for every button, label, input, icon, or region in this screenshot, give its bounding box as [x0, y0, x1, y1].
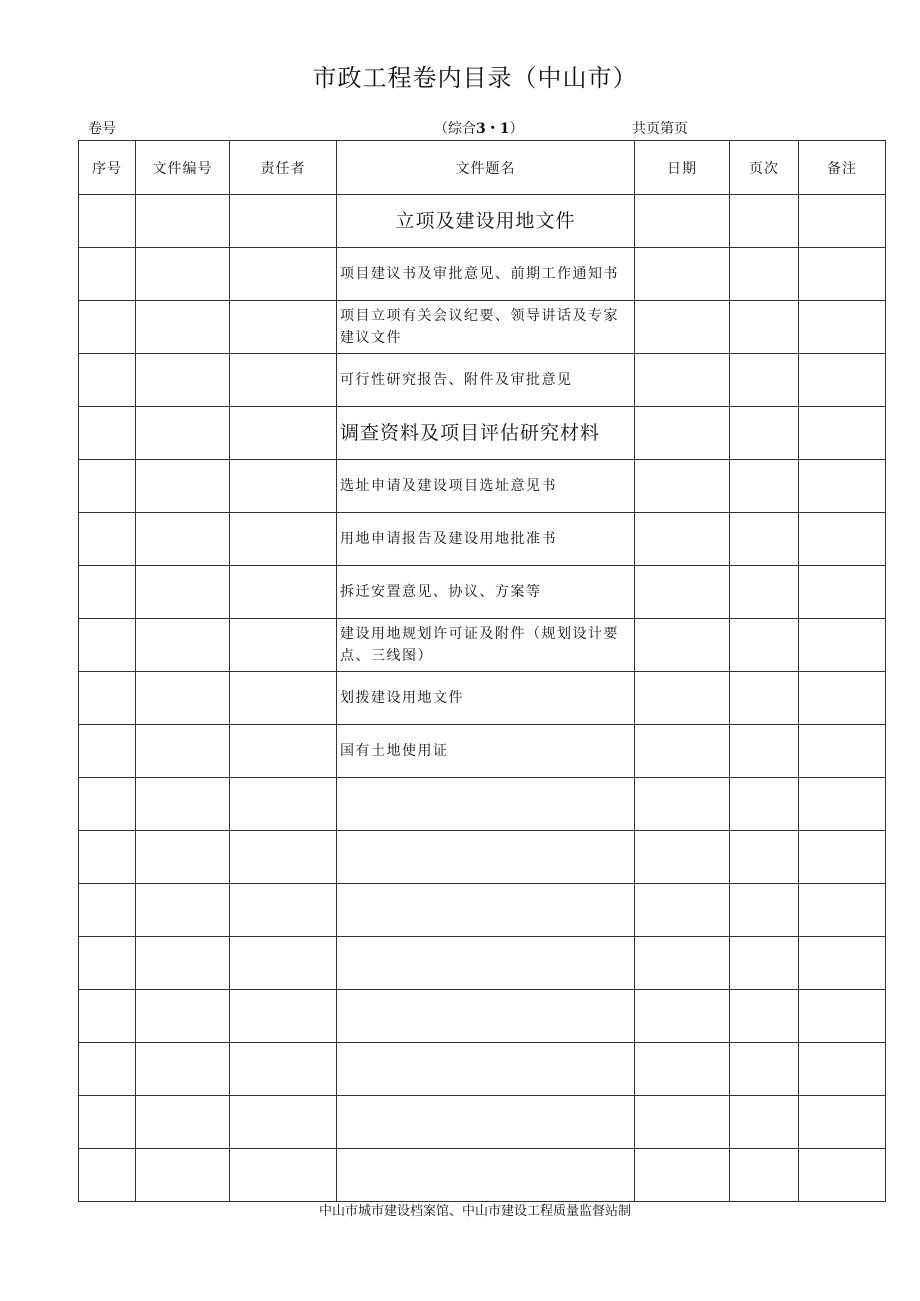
cell-page — [730, 619, 799, 672]
cell-responsible — [230, 460, 337, 513]
cell-date — [635, 195, 730, 248]
cell-file-title: 项目立项有关会议纪要、领导讲话及专家建议文件 — [337, 301, 635, 354]
table-row — [79, 195, 886, 248]
cell-responsible — [230, 1096, 337, 1149]
cell-remarks — [799, 619, 886, 672]
cell-date — [635, 937, 730, 990]
cell-remarks — [799, 248, 886, 301]
cell-remarks — [799, 301, 886, 354]
cell-remarks — [799, 407, 886, 460]
cell-seq — [79, 1149, 136, 1202]
cell-seq — [79, 884, 136, 937]
volume-number-label: 卷号 — [88, 121, 116, 137]
cell-remarks — [799, 1149, 886, 1202]
cell-file-title: 建设用地规划许可证及附件（规划设计要点、三线图） — [337, 619, 635, 672]
cell-seq — [79, 195, 136, 248]
form-code — [434, 118, 523, 138]
cell-page — [730, 301, 799, 354]
cell-file-number — [136, 407, 230, 460]
cell-date — [635, 1096, 730, 1149]
cell-date — [635, 354, 730, 407]
cell-date — [635, 566, 730, 619]
cell-file-number — [136, 1096, 230, 1149]
cell-responsible — [230, 354, 337, 407]
cell-seq — [79, 513, 136, 566]
cell-file-title — [337, 1096, 635, 1149]
header-remarks: 备注 — [799, 141, 886, 195]
cell-remarks — [799, 566, 886, 619]
cell-page — [730, 513, 799, 566]
cell-responsible — [230, 672, 337, 725]
cell-responsible — [230, 301, 337, 354]
table-row — [79, 354, 886, 407]
cell-file-title: 立项及建设用地文件 — [337, 195, 635, 248]
cell-file-title — [337, 1149, 635, 1202]
cell-remarks — [799, 831, 886, 884]
table-row — [79, 301, 886, 354]
catalog-table — [78, 140, 886, 1202]
cell-file-title: 选址申请及建设项目选址意见书 — [337, 460, 635, 513]
page-title: 市政工程卷内目录（中山市） — [312, 64, 638, 92]
cell-date — [635, 1149, 730, 1202]
cell-page — [730, 566, 799, 619]
cell-remarks — [799, 778, 886, 831]
cell-file-title — [337, 937, 635, 990]
cell-page — [730, 407, 799, 460]
cell-seq — [79, 990, 136, 1043]
table-row — [79, 831, 886, 884]
cell-file-number — [136, 566, 230, 619]
table-row — [79, 937, 886, 990]
cell-file-number — [136, 831, 230, 884]
cell-date — [635, 831, 730, 884]
cell-file-title: 国有土地使用证 — [337, 725, 635, 778]
cell-page — [730, 778, 799, 831]
table-row — [79, 884, 886, 937]
footer-credit: 中山市城市建设档案馆、中山市建设工程质量监督站制 — [318, 1204, 631, 1219]
cell-responsible — [230, 990, 337, 1043]
cell-file-title: 可行性研究报告、附件及审批意见 — [337, 354, 635, 407]
cell-responsible — [230, 831, 337, 884]
table-row — [79, 990, 886, 1043]
cell-page — [730, 672, 799, 725]
cell-file-number — [136, 460, 230, 513]
cell-responsible — [230, 566, 337, 619]
cell-remarks — [799, 672, 886, 725]
cell-seq — [79, 831, 136, 884]
header-date: 日期 — [635, 141, 730, 195]
table-header-row — [79, 141, 886, 195]
cell-file-number — [136, 513, 230, 566]
table-row — [79, 566, 886, 619]
cell-page — [730, 1096, 799, 1149]
cell-date — [635, 884, 730, 937]
page-count-label: 共页第页 — [632, 121, 688, 137]
cell-file-number — [136, 619, 230, 672]
cell-page — [730, 884, 799, 937]
table-row — [79, 1043, 886, 1096]
cell-file-title — [337, 1043, 635, 1096]
cell-remarks — [799, 1096, 886, 1149]
cell-seq — [79, 778, 136, 831]
cell-file-title — [337, 990, 635, 1043]
cell-page — [730, 725, 799, 778]
cell-remarks — [799, 990, 886, 1043]
table-row — [79, 1096, 886, 1149]
cell-date — [635, 1043, 730, 1096]
cell-seq — [79, 1096, 136, 1149]
cell-file-number — [136, 937, 230, 990]
cell-file-title: 用地申请报告及建设用地批准书 — [337, 513, 635, 566]
cell-page — [730, 937, 799, 990]
cell-remarks — [799, 513, 886, 566]
table-row — [79, 725, 886, 778]
cell-responsible — [230, 778, 337, 831]
header-responsible: 责任者 — [230, 141, 337, 195]
cell-file-title: 拆迁安置意见、协议、方案等 — [337, 566, 635, 619]
header-file-title: 文件题名 — [337, 141, 635, 195]
cell-file-title — [337, 884, 635, 937]
cell-remarks — [799, 460, 886, 513]
cell-responsible — [230, 195, 337, 248]
cell-file-number — [136, 884, 230, 937]
cell-file-number — [136, 301, 230, 354]
cell-file-title: 划拨建设用地文件 — [337, 672, 635, 725]
cell-responsible — [230, 725, 337, 778]
cell-page — [730, 1149, 799, 1202]
cell-seq — [79, 354, 136, 407]
cell-responsible — [230, 1043, 337, 1096]
cell-remarks — [799, 725, 886, 778]
cell-page — [730, 248, 799, 301]
cell-date — [635, 619, 730, 672]
table-row — [79, 513, 886, 566]
cell-remarks — [799, 195, 886, 248]
cell-date — [635, 460, 730, 513]
cell-page — [730, 990, 799, 1043]
header-seq: 序号 — [79, 141, 136, 195]
cell-seq — [79, 460, 136, 513]
cell-responsible — [230, 937, 337, 990]
cell-seq — [79, 937, 136, 990]
cell-remarks — [799, 1043, 886, 1096]
cell-page — [730, 195, 799, 248]
cell-date — [635, 301, 730, 354]
cell-responsible — [230, 513, 337, 566]
cell-file-title: 项目建议书及审批意见、前期工作通知书 — [337, 248, 635, 301]
cell-seq — [79, 248, 136, 301]
form-code-suffix: ） — [509, 121, 524, 137]
cell-page — [730, 831, 799, 884]
cell-seq — [79, 619, 136, 672]
cell-seq — [79, 672, 136, 725]
cell-page — [730, 1043, 799, 1096]
cell-file-number — [136, 354, 230, 407]
cell-date — [635, 725, 730, 778]
header-file-number: 文件编号 — [136, 141, 230, 195]
cell-date — [635, 672, 730, 725]
table-row — [79, 407, 886, 460]
cell-file-number — [136, 672, 230, 725]
cell-file-number — [136, 248, 230, 301]
table-row — [79, 248, 886, 301]
cell-page — [730, 354, 799, 407]
cell-page — [730, 460, 799, 513]
table-row — [79, 778, 886, 831]
table-row — [79, 1149, 886, 1202]
cell-responsible — [230, 407, 337, 460]
cell-remarks — [799, 884, 886, 937]
cell-file-number — [136, 1149, 230, 1202]
cell-seq — [79, 1043, 136, 1096]
cell-date — [635, 407, 730, 460]
cell-date — [635, 248, 730, 301]
cell-file-title: 调查资料及项目评估研究材料 — [337, 407, 635, 460]
cell-responsible — [230, 619, 337, 672]
form-code-prefix: （综合 — [434, 121, 476, 137]
cell-seq — [79, 407, 136, 460]
table-row — [79, 619, 886, 672]
cell-file-number — [136, 1043, 230, 1096]
cell-file-number — [136, 725, 230, 778]
cell-remarks — [799, 937, 886, 990]
cell-date — [635, 513, 730, 566]
cell-date — [635, 990, 730, 1043]
cell-responsible — [230, 248, 337, 301]
cell-date — [635, 778, 730, 831]
table-row — [79, 460, 886, 513]
cell-responsible — [230, 884, 337, 937]
cell-file-number — [136, 195, 230, 248]
header-page: 页次 — [730, 141, 799, 195]
table-row — [79, 672, 886, 725]
cell-seq — [79, 566, 136, 619]
cell-file-title — [337, 778, 635, 831]
form-code-value: 3・1 — [476, 121, 510, 137]
cell-file-title — [337, 831, 635, 884]
cell-file-number — [136, 990, 230, 1043]
cell-remarks — [799, 354, 886, 407]
cell-seq — [79, 725, 136, 778]
cell-responsible — [230, 1149, 337, 1202]
cell-seq — [79, 301, 136, 354]
cell-file-number — [136, 778, 230, 831]
